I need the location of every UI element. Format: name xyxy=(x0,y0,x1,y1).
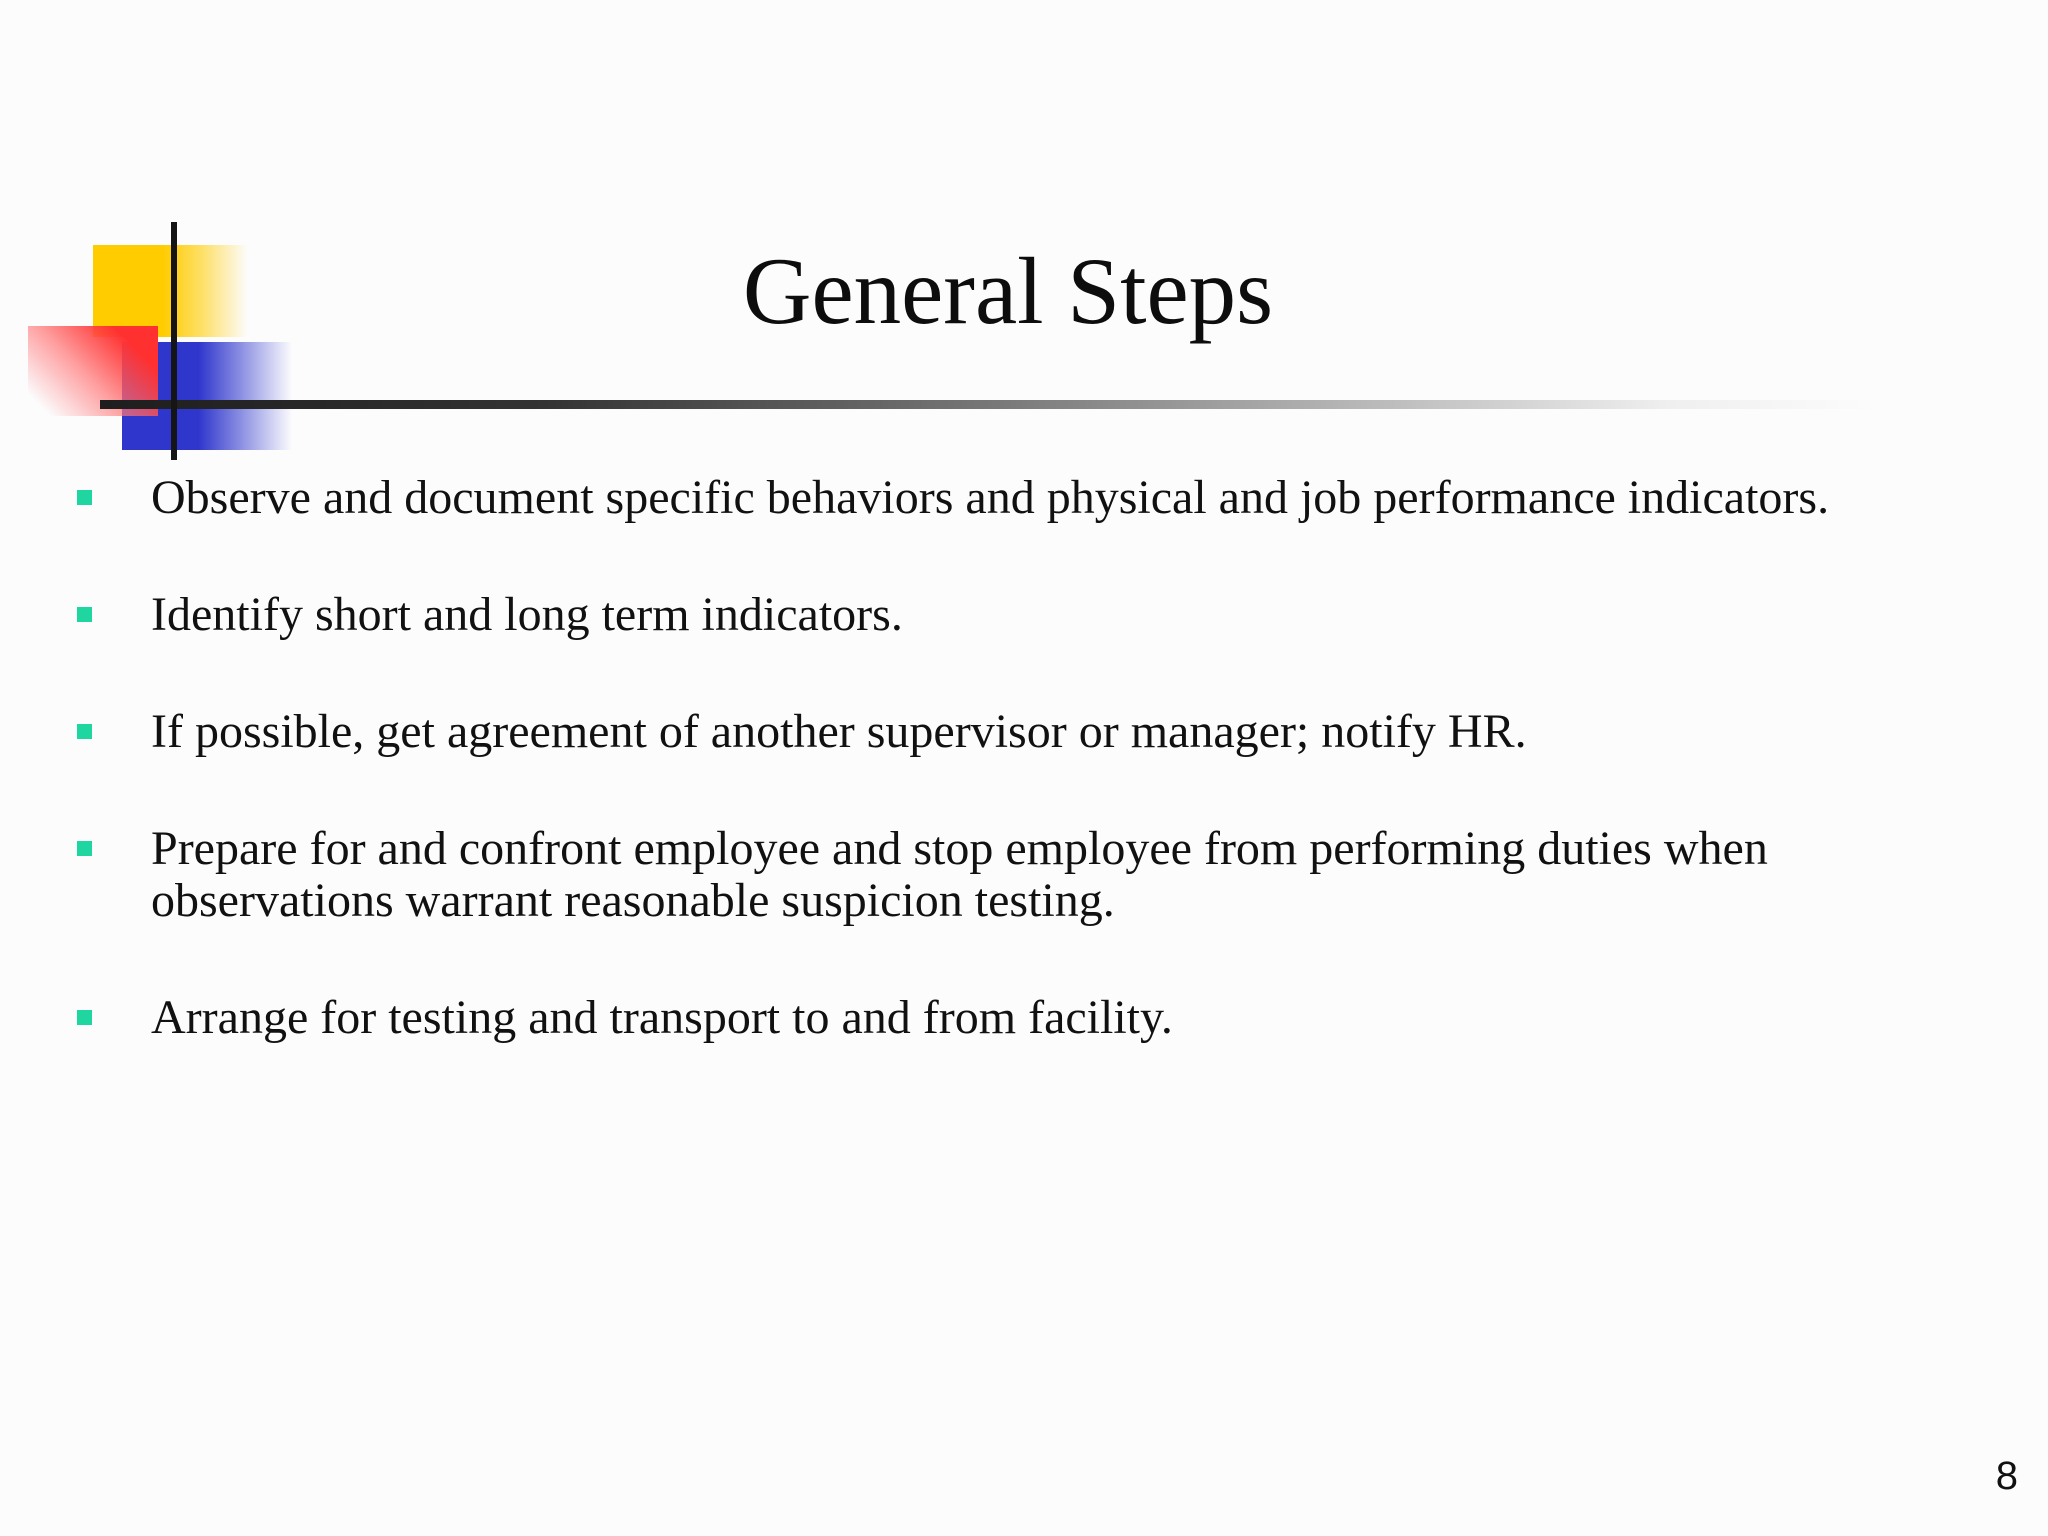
bullet-text: Observe and document specific behaviors and physical and job performance indicators. xyxy=(151,471,1830,524)
bullet-square-icon xyxy=(77,490,92,505)
title-underline-rule xyxy=(100,400,1880,409)
bullet-square-icon xyxy=(77,841,92,856)
bullet-square-icon xyxy=(77,1010,92,1025)
bullet-text: Identify short and long term indicators. xyxy=(151,588,903,641)
bullet-text: Arrange for testing and transport to and from facility. xyxy=(151,991,1173,1044)
bullet-square-icon xyxy=(77,724,92,739)
bullet-text: If possible, get agreement of another supervisor or manager; notify HR. xyxy=(151,705,1527,758)
bullet-text: Prepare for and confront employee and stop employee from performing duties when observations warrant reasonable suspicion testing. xyxy=(151,822,1768,927)
page-number: 8 xyxy=(1995,1454,2018,1498)
slide-title: General Steps xyxy=(742,238,1274,344)
bullet-square-icon xyxy=(77,607,92,622)
